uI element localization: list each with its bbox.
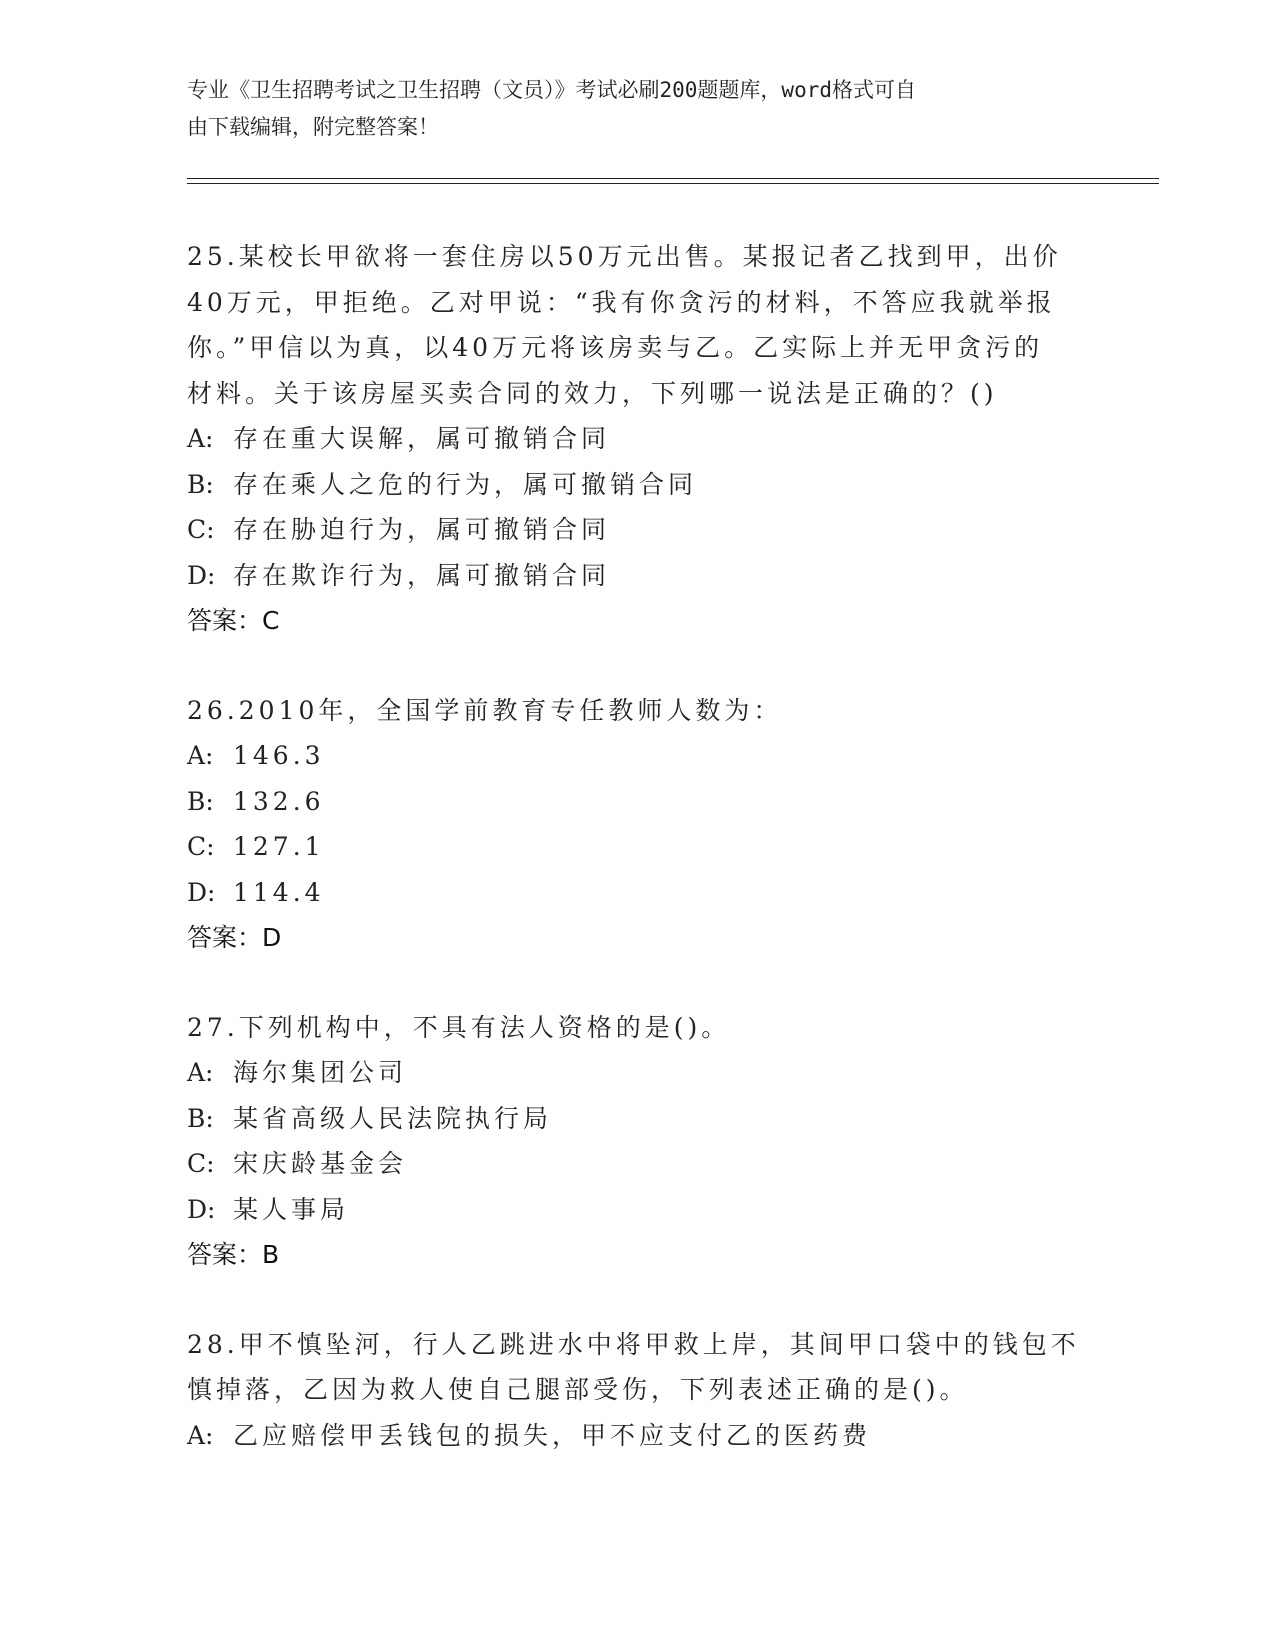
option-text: 某人事局 bbox=[233, 1194, 350, 1224]
answer-line: 答案：D bbox=[187, 923, 282, 952]
option-letter: C: bbox=[187, 1149, 215, 1178]
option-text: 存在重大误解，属可撤销合同 bbox=[233, 424, 611, 453]
option-text: 存在乘人之危的行为，属可撤销合同 bbox=[233, 469, 698, 499]
option-letter: A: bbox=[187, 1420, 214, 1450]
option-text: 存在欺诈行为，属可撤销合同 bbox=[233, 560, 611, 590]
option-text: 某省高级人民法院执行局 bbox=[233, 1103, 553, 1133]
answer-line: 答案：B bbox=[187, 1240, 280, 1269]
option-letter: C: bbox=[187, 832, 215, 861]
option-b bbox=[187, 779, 1087, 825]
question-25 bbox=[187, 234, 1087, 644]
question-28 bbox=[187, 1322, 1087, 1459]
question-stem bbox=[187, 1005, 1087, 1051]
option-text: 127.1 bbox=[233, 832, 325, 861]
question-27 bbox=[187, 1005, 1087, 1278]
option-b bbox=[187, 462, 1087, 508]
header-line: 专业《卫生招聘考试之卫生招聘（文员）》考试必刷200题题库，word格式可自 bbox=[187, 78, 916, 102]
option-text: 114.4 bbox=[233, 877, 325, 907]
stem-line: 材料。关于该房屋买卖合同的效力，下列哪一说法是正确的？() bbox=[187, 378, 998, 408]
option-text: 146.3 bbox=[233, 741, 325, 770]
option-text: 乙应赔偿甲丢钱包的损失，甲不应支付乙的医药费 bbox=[233, 1420, 872, 1450]
option-a bbox=[187, 1413, 1087, 1459]
option-text: 存在胁迫行为，属可撤销合同 bbox=[233, 515, 611, 544]
option-c bbox=[187, 824, 1087, 870]
option-letter: D: bbox=[187, 877, 216, 907]
document-header bbox=[187, 72, 1077, 146]
option-a bbox=[187, 1050, 1087, 1096]
stem-line: 40万元，甲拒绝。乙对甲说：“我有你贪污的材料，不答应我就举报 bbox=[187, 287, 1056, 317]
question-stem bbox=[187, 688, 1087, 734]
question-stem bbox=[187, 234, 1087, 416]
question-26 bbox=[187, 688, 1087, 961]
option-letter: A: bbox=[187, 1058, 214, 1087]
header-line: 由下载编辑，附完整答案！ bbox=[187, 115, 439, 139]
option-letter: A: bbox=[187, 741, 214, 770]
answer-line: 答案：C bbox=[187, 606, 280, 635]
option-d bbox=[187, 1187, 1087, 1233]
option-letter: D: bbox=[187, 560, 216, 590]
option-letter: A: bbox=[187, 424, 214, 453]
option-letter: C: bbox=[187, 515, 215, 544]
option-letter: B: bbox=[187, 469, 214, 499]
stem-line: 25.某校长甲欲将一套住房以50万元出售。某报记者乙找到甲，出价 bbox=[187, 242, 1062, 271]
stem-line: 28.甲不慎坠河，行人乙跳进水中将甲救上岸，其间甲口袋中的钱包不 bbox=[187, 1329, 1080, 1359]
stem-line: 慎掉落，乙因为救人使自己腿部受伤，下列表述正确的是()。 bbox=[187, 1375, 969, 1404]
stem-line: 27.下列机构中，不具有法人资格的是()。 bbox=[187, 1012, 731, 1042]
option-a bbox=[187, 416, 1087, 462]
header-double-rule bbox=[187, 178, 1159, 184]
option-text: 宋庆龄基金会 bbox=[233, 1149, 408, 1178]
option-text: 132.6 bbox=[233, 786, 325, 816]
option-letter: B: bbox=[187, 1103, 214, 1133]
option-letter: D: bbox=[187, 1194, 216, 1224]
option-d bbox=[187, 870, 1087, 916]
option-letter: B: bbox=[187, 786, 214, 816]
question-stem bbox=[187, 1322, 1087, 1413]
stem-line: 26.2010年，全国学前教育专任教师人数为： bbox=[187, 695, 783, 725]
option-text: 海尔集团公司 bbox=[233, 1058, 408, 1087]
option-a bbox=[187, 733, 1087, 779]
option-c bbox=[187, 507, 1087, 553]
option-c bbox=[187, 1141, 1087, 1187]
option-d bbox=[187, 553, 1087, 599]
stem-line: 你。”甲信以为真，以40万元将该房卖与乙。乙实际上并无甲贪污的 bbox=[187, 333, 1044, 362]
question-list bbox=[187, 234, 1087, 1502]
option-b bbox=[187, 1096, 1087, 1142]
